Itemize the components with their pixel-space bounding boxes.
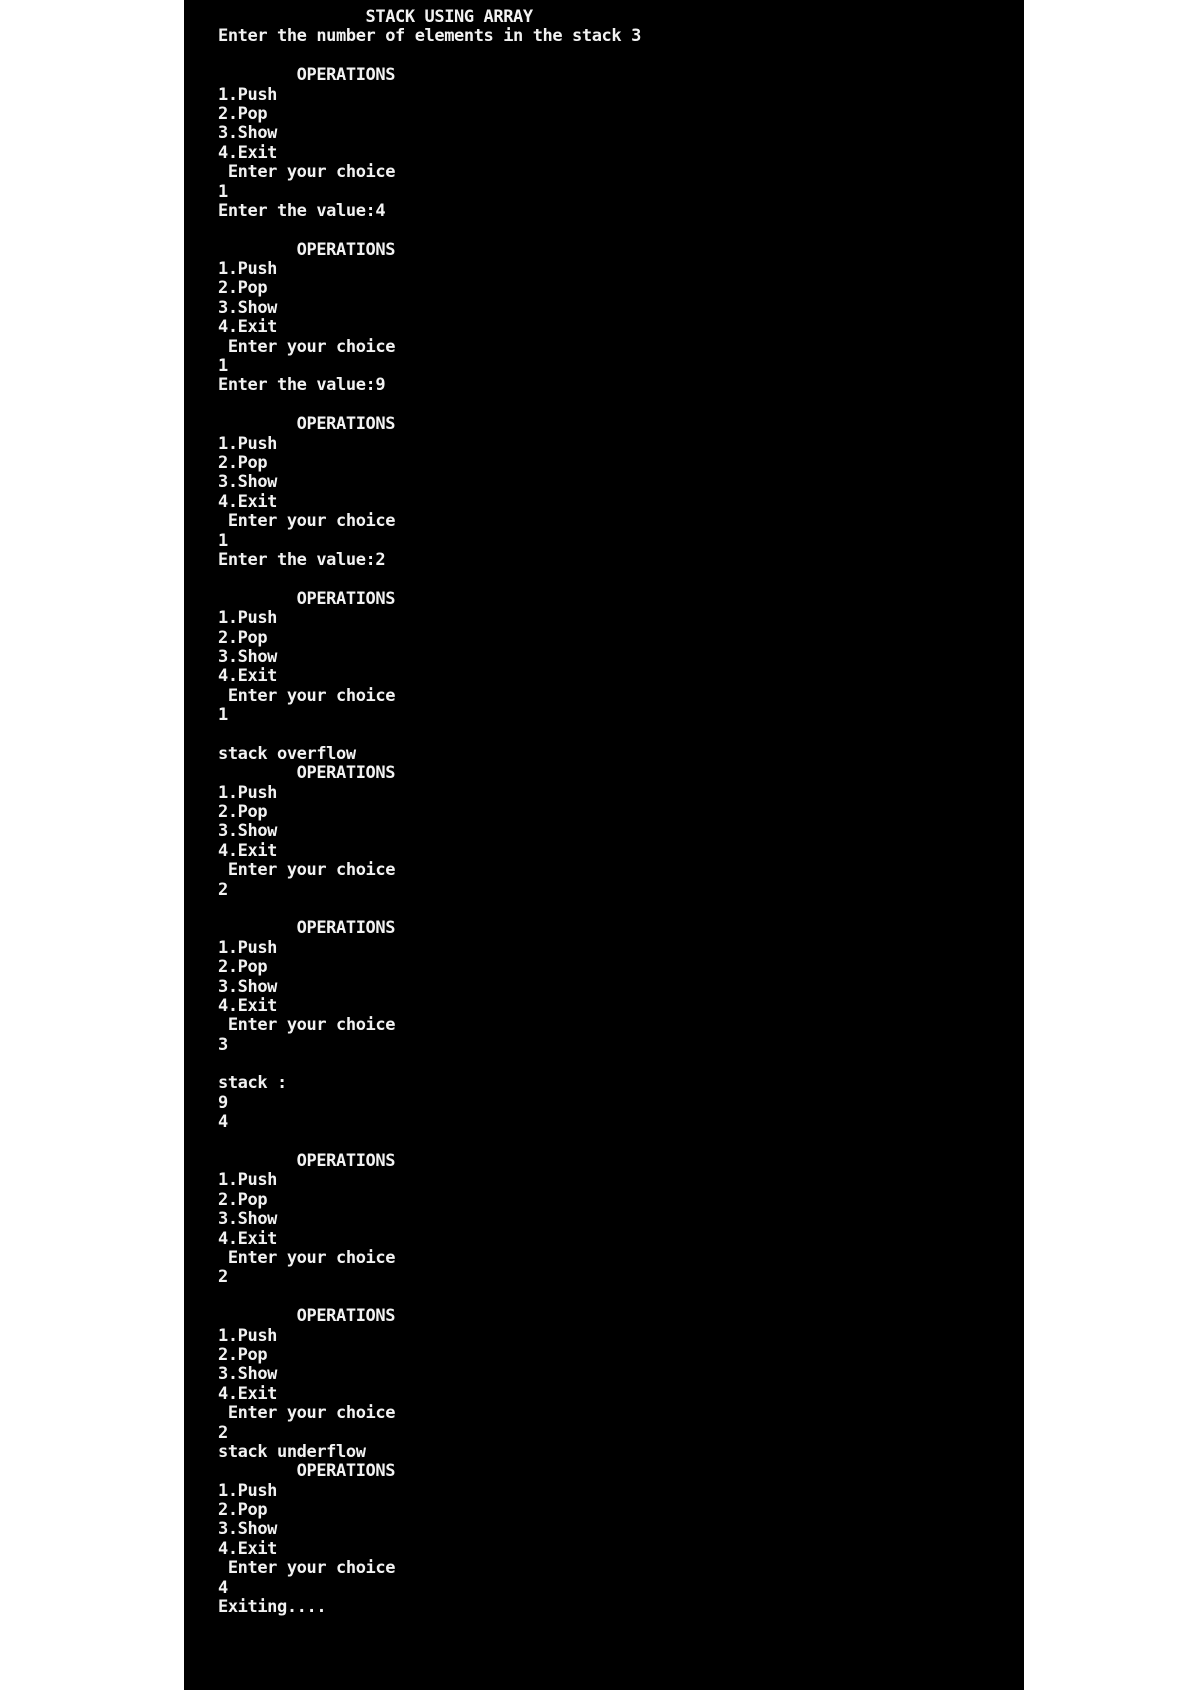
console-line: 1.Push — [218, 1170, 278, 1191]
console-line: OPERATIONS — [218, 763, 396, 784]
console-line: STACK USING ARRAY — [218, 7, 533, 27]
console-line: 3.Show — [218, 976, 278, 997]
console-line: 3.Show — [218, 1209, 278, 1230]
console-line: 2.Pop — [218, 1189, 268, 1210]
console-line: 4.Exit — [218, 995, 278, 1016]
console-line: 4.Exit — [218, 840, 278, 861]
console-line: 4.Exit — [218, 666, 278, 687]
console-line: 4.Exit — [218, 491, 278, 512]
console-line — [218, 1055, 641, 1074]
console-line: Enter your choice — [218, 685, 396, 706]
console-line — [218, 1288, 641, 1307]
console-output — [218, 8, 641, 1617]
console-line: Enter your choice — [218, 1558, 396, 1579]
console-line: OPERATIONS — [218, 414, 396, 435]
console-line — [218, 900, 641, 919]
console-line: 2 — [218, 1267, 228, 1288]
console-line: 1.Push — [218, 608, 278, 629]
console-line: OPERATIONS — [218, 65, 396, 86]
console-line: 2 — [218, 879, 228, 900]
console-line: OPERATIONS — [218, 1151, 396, 1172]
console-line: Enter your choice — [218, 1015, 396, 1036]
console-line: Enter the value:9 — [218, 375, 386, 396]
console-line — [218, 396, 641, 415]
console-line: Enter your choice — [218, 336, 396, 357]
console-line: 3.Show — [218, 472, 278, 493]
console-line: 1.Push — [218, 782, 278, 803]
console-line: OPERATIONS — [218, 918, 396, 939]
console-line: 1.Push — [218, 937, 278, 958]
console-line: 3 — [218, 1034, 228, 1055]
console-line: Enter the number of elements in the stack 3 — [218, 26, 641, 47]
console-line: 2.Pop — [218, 452, 268, 473]
console-line: Enter the value:4 — [218, 200, 386, 221]
console-line: 1 — [218, 181, 228, 202]
console-line: 1 — [218, 530, 228, 551]
console-line: 4.Exit — [218, 1383, 278, 1404]
console-line: 1 — [218, 705, 228, 726]
console-line: 3.Show — [218, 297, 278, 318]
console-line: 1 — [218, 356, 228, 377]
console-line: 1.Push — [218, 433, 278, 454]
console-line: stack overflow — [218, 743, 356, 764]
console-line — [218, 570, 641, 589]
console-line: 4.Exit — [218, 317, 278, 338]
console-line: 1.Push — [218, 1480, 278, 1501]
console-line: Enter the value:2 — [218, 549, 386, 570]
console-line: Enter your choice — [218, 162, 396, 183]
console-line: Enter your choice — [218, 1403, 396, 1424]
console-line: OPERATIONS — [218, 1461, 396, 1482]
console-line: 3.Show — [218, 646, 278, 667]
console-line: 4 — [218, 1112, 228, 1133]
console-line: 4.Exit — [218, 142, 278, 163]
console-line: 1.Push — [218, 259, 278, 280]
console-line: 4 — [218, 1577, 228, 1598]
console-line: OPERATIONS — [218, 239, 396, 260]
console-line — [218, 725, 641, 744]
console-line: 2.Pop — [218, 802, 268, 823]
console-line: 2.Pop — [218, 957, 268, 978]
console-line: Enter your choice — [218, 1248, 396, 1268]
console-line — [218, 1133, 641, 1152]
console-line: Enter your choice — [218, 511, 396, 532]
console-line: 2 — [218, 1422, 228, 1443]
console-line — [218, 221, 641, 240]
console-line: 4.Exit — [218, 1228, 278, 1249]
console-line: 3.Show — [218, 1364, 278, 1385]
console-line: 1.Push — [218, 84, 278, 105]
console-line: 3.Show — [218, 821, 278, 842]
console-line: 1.Push — [218, 1325, 278, 1346]
console-line: Enter your choice — [218, 860, 396, 881]
console-line: 2.Pop — [218, 1500, 268, 1521]
console-line: 3.Show — [218, 1519, 278, 1540]
console-line: 2.Pop — [218, 1344, 268, 1365]
console-line: 9 — [218, 1092, 228, 1113]
console-line: 2.Pop — [218, 627, 268, 648]
console-line: 3.Show — [218, 123, 278, 144]
console-line: 4.Exit — [218, 1538, 278, 1559]
console-line: Exiting.... — [218, 1597, 327, 1618]
console-line: stack underflow — [218, 1441, 366, 1462]
console-line — [218, 47, 641, 66]
console-line: 2.Pop — [218, 278, 268, 299]
console-line: 2.Pop — [218, 103, 268, 124]
console-line: stack : — [218, 1073, 287, 1094]
console-window[interactable] — [184, 0, 1024, 1690]
console-line: OPERATIONS — [218, 588, 396, 609]
console-line: OPERATIONS — [218, 1306, 396, 1327]
